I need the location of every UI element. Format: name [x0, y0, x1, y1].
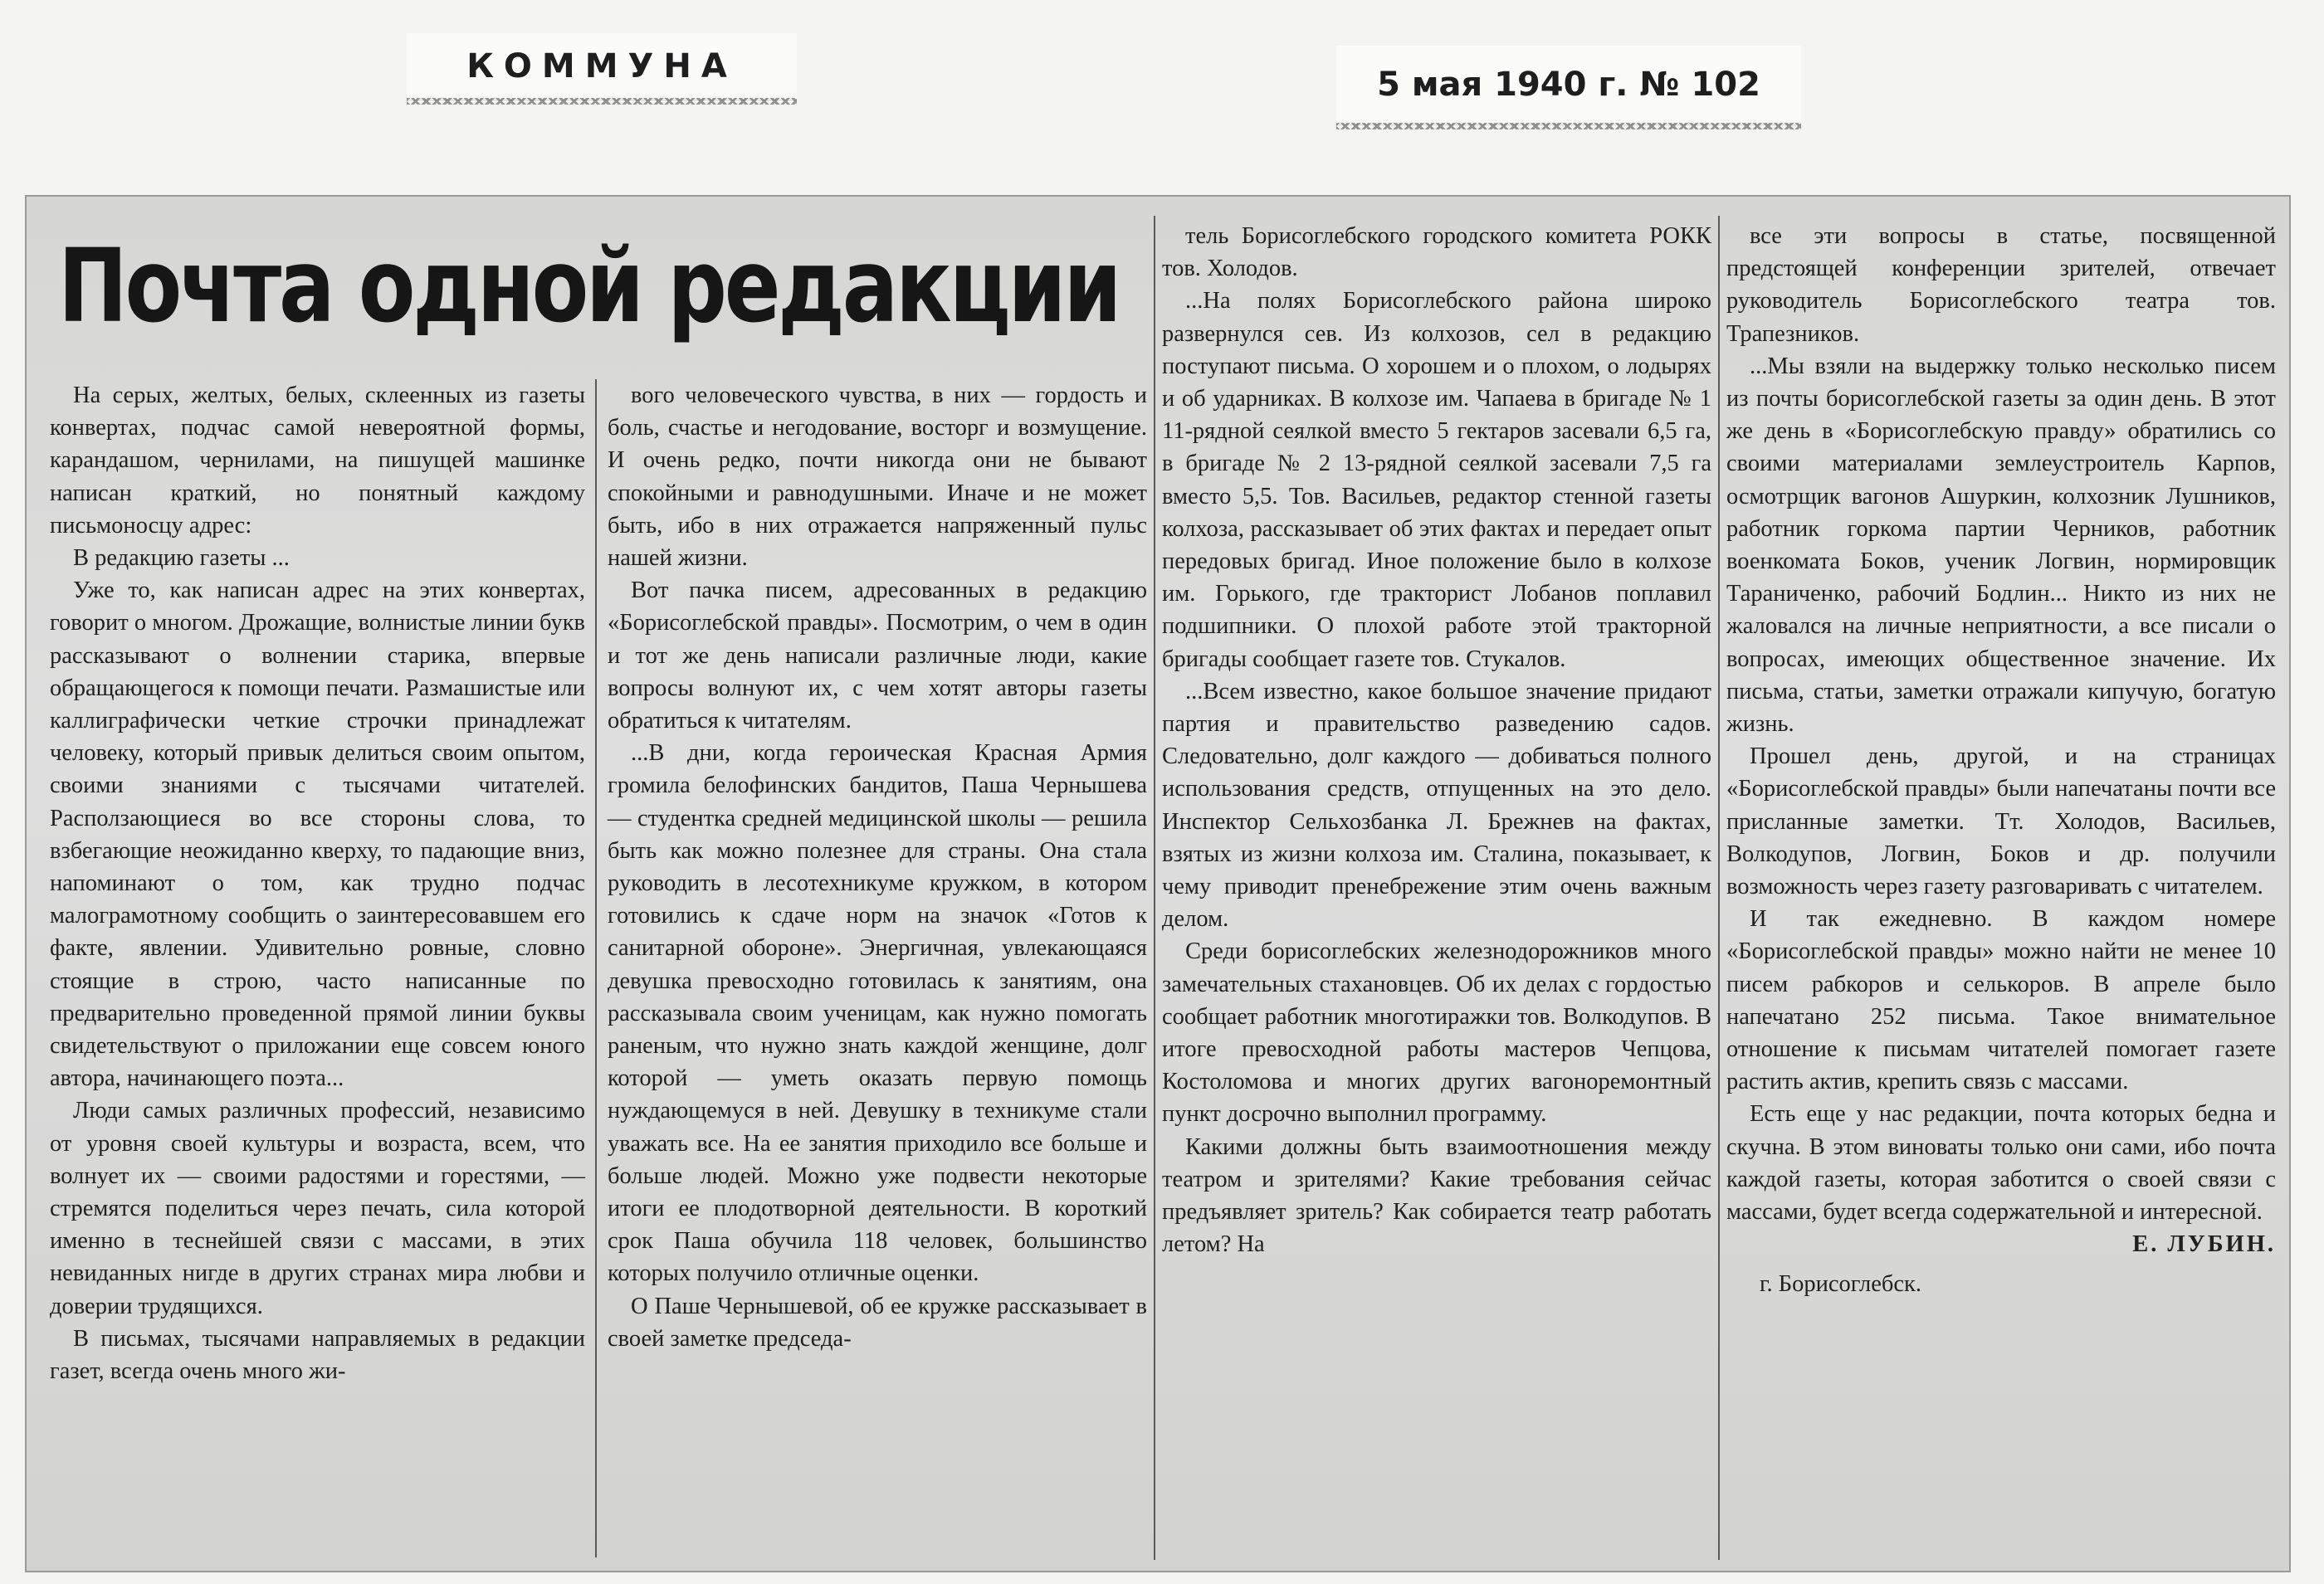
- paragraph: В письмах, тысячами направляемых в редакции газет, всегда очень много жи-: [50, 1325, 585, 1385]
- paragraph: Прошел день, другой, и на страницах «Борисоглебской правды» были напечатаны почти все присланные заметки. Тт. Холодов, Васильев, Волкодупов, Логвин, Боков и др. получили возможность через газету разговаривать с читателем.: [1726, 743, 2276, 900]
- column-rule: [1154, 216, 1155, 1560]
- paragraph: ...Мы взяли на выдержку только несколько писем из почты борисоглебской газеты за один день. В этот же день в «Борисоглебскую правду» обратились со своими материалами землеустроитель Карпов, осмотрщик вагонов Ашуркин, колхозник Лушников, работник горкома партии Черников, работник военкомата Боков, ученик Логвин, нормировщик Тараниченко, рабочий Бодлин... Никто из них не жаловался на личные неприятности, а все писали о вопросах, имеющих общественное значение. Их письма, статьи, заметки отражали кипучую, богатую жизнь.: [1726, 353, 2276, 738]
- article-column-1: [50, 379, 585, 1387]
- paragraph: вого человеческого чувства, в них — гордость и боль, счастье и негодование, восторг и возмущение. И очень редко, почти никогда они не бывают спокойными и равнодушными. Иначе и не может быть, ибо в них отражается напряженный пульс нашей жизни.: [608, 383, 1147, 572]
- article-headline: Почта одной редакции: [58, 227, 1120, 345]
- paragraph: ...На полях Борисоглебского района широко развернулся сев. Из колхозов, сел в редакцию поступают письма. О хорошем и о плохом, о лодырях и об ударниках. В колхозе им. Чапаева в бригаде № 1 11-рядной сеялкой вместо 5 гектаров засевали 6,5 га, в бригаде № 2 13-рядной сеялкой засевали 7,5 га вместо 5,5. Тов. Васильев, редактор стенной газеты колхоза, рассказывает об этих фактах и передает опыт передовых бригад. Иное положение было в колхозе им. Горького, где тракторист Лобанов поплавил подшипники. О плохой работе этой тракторной бригады сообщает газете тов. Стукалов.: [1162, 288, 1711, 672]
- article-clipping: [25, 195, 2291, 1572]
- issue-date-number: 5 мая 1940 г. № 102: [1377, 66, 1760, 104]
- paragraph: все эти вопросы в статье, посвященной предстоящей конференции зрителей, отвечает руководитель Борисоглебского театра тов. Трапезников.: [1726, 223, 2276, 347]
- article-column-4: [1726, 220, 2276, 1300]
- paragraph: Среди борисоглебских железнодорожников много замечательных стахановцев. Об их делах с гордостью сообщает работник многотиражки тов. Волкодупов. В итоге превосходной работы мастеров Чепцова, Костоломова и многих других вагоноремонтный пункт досрочно выполнил программу.: [1162, 938, 1711, 1128]
- article-column-3: [1162, 220, 1711, 1261]
- paragraph: В редакцию газеты ...: [73, 545, 290, 572]
- paragraph: Есть еще у нас редакции, почта которых бедна и скучна. В этом виноваты только они сами, ибо почта каждой газеты, которая заботится о своей связи с массами, будет всегда содержательной и интересной.: [1726, 1101, 2276, 1226]
- paragraph: Уже то, как написан адрес на этих конвертах, говорит о многом. Дрожащие, волнистые линии букв рассказывают о волнении старика, впервые обращающегося к помощи печати. Размашистые или каллиграфически четкие строчки принадлежат человеку, который привык делиться своим опытом, своими знаниями с тысячами читателей. Расползающиеся во все стороны слова, то взбегающие неожиданно кверху, то падающие вниз, напоминают о том, как трудно подчас малограмотному сообщить о заинтересовавшем его факте, явлении. Удивительно ровные, словно стоящие в строю, часто написанные по предварительно проведенной прямой линии буквы свидетельствуют о приложании еще совсем юного автора, начинающего поэта...: [50, 578, 585, 1092]
- column-rule: [595, 379, 597, 1557]
- newspaper-masthead: [407, 33, 797, 100]
- paragraph: И так ежедневно. В каждом номере «Борисоглебской правды» можно найти не менее 10 писем рабкоров и селькоров. В апреле было напечатано 252 письма. Такое внимательное отношение к письмам читателей помогает газете растить актив, крепить связь с массами.: [1726, 906, 2276, 1095]
- paragraph: О Паше Чернышевой, об ее кружке рассказывает в своей заметке председа-: [608, 1293, 1147, 1352]
- paragraph: Какими должны быть взаимоотношения между театром и зрителями? Какие требования сейчас предъявляет зритель? Как собирается театр работать летом? На: [1162, 1133, 1711, 1258]
- author-signature: Е. ЛУБИН.: [2132, 1231, 2276, 1258]
- paragraph: ...В дни, когда героическая Красная Армия громила белофинских бандитов, Паша Чернышева — студентка средней медицинской школы — решила быть как можно полезнее для страны. Она стала руководить в лесотехникуме кружком, в котором готовились к сдаче норм на значок «Готов к санитарной обороне». Энергичная, увлекающаяся девушка превосходно готовилась к занятиям, она рассказывала своим ученицам, как нужно помогать раненым, что нужно знать каждой женщине, долг которой — уметь оказать первую помощь нуждающемуся в ней. Девушку в техникуме стали уважать все. На ее занятия приходило все больше и больше людей. Можно уже подвести некоторые итоги ее плодотворной деятельности. В короткий срок Паша обучила 118 человек, большинство которых получило отличные оценки.: [608, 740, 1147, 1287]
- paragraph: На серых, желтых, белых, склеенных из газеты конвертах, подчас самой невероятной формы, карандашом, чернилами, на пишущей машинке написан краткий, но понятный каждому письмоносцу адрес:: [50, 383, 585, 539]
- column-rule: [1718, 216, 1720, 1560]
- article-column-2: [608, 379, 1147, 1355]
- paragraph: Люди самых различных профессий, независимо от уровня своей культуры и возраста, всем, что волнует их — своими радостями и горестями, — стремятся поделиться через печать, сила которой именно в теснейшей связи с массами, в этих невиданных нигде в других странах мира любви и доверии трудящихся.: [50, 1098, 585, 1319]
- paragraph: ...Всем известно, какое большое значение придают партия и правительство разведению садов. Следовательно, долг каждого — добиваться полного использования средств, отпущенных на это дело. Инспектор Сельхозбанка Л. Брежнев на фактах, взятых из жизни колхоза им. Сталина, показывает, к чему приводит пренебрежение этим очень важным делом.: [1162, 678, 1711, 933]
- issue-dateline: [1336, 46, 1801, 124]
- paragraph: Вот пачка писем, адресованных в редакцию «Борисоглебской правды». Посмотрим, о чем в один и тот же день написали различные люди, какие вопросы волнуют их, с чем хотят авторы газеты обратиться к читателям.: [608, 578, 1147, 734]
- newspaper-name: КОММУНА: [466, 47, 737, 85]
- paragraph: тель Борисоглебского городского комитета РОКК тов. Холодов.: [1162, 223, 1711, 282]
- author-location: г. Борисоглебск.: [1760, 1270, 1921, 1297]
